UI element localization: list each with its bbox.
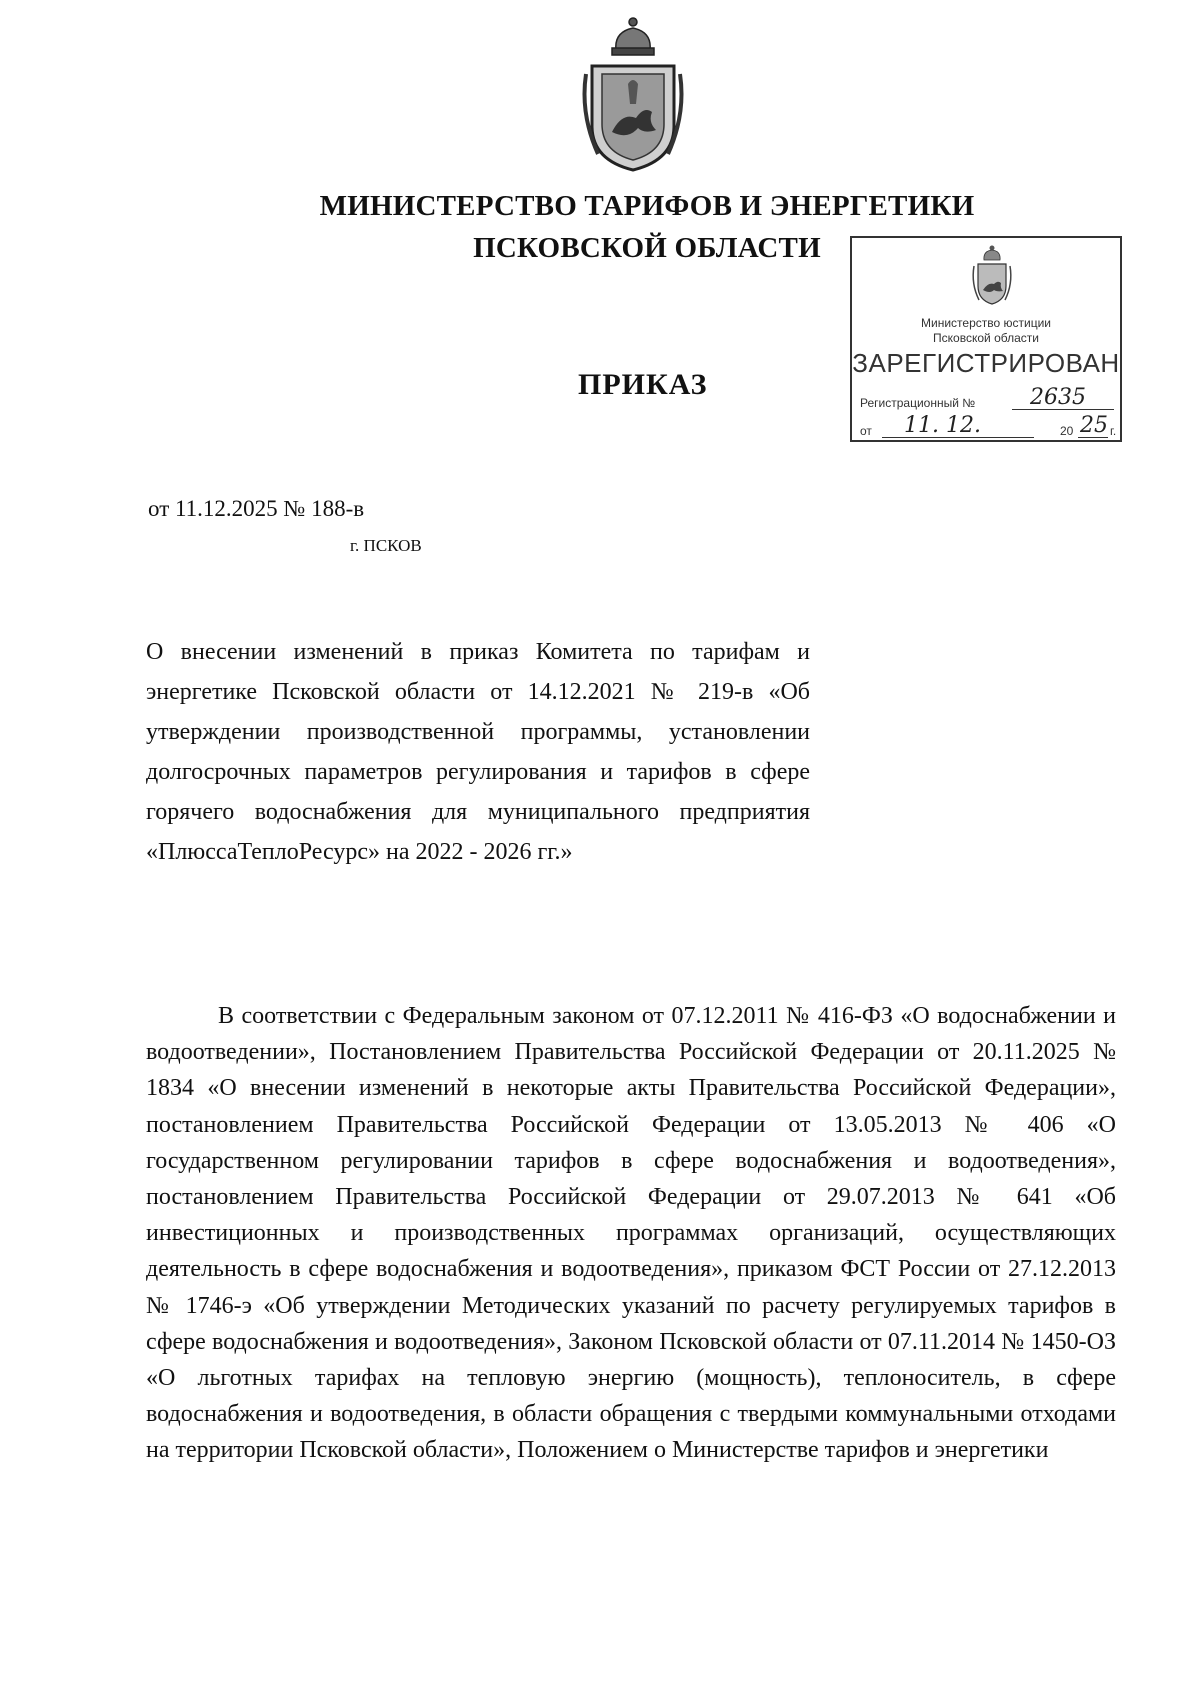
stamp-date-prefix: от: [860, 424, 872, 438]
stamp-reg-number: 2635: [1030, 385, 1086, 410]
stamp-org-line1: Министерство юстиции: [921, 316, 1051, 330]
stamp-year-value: 25: [1080, 413, 1108, 438]
ministry-name-line2: ПСКОВСКОЙ ОБЛАСТИ: [473, 232, 821, 264]
document-date-number: от 11.12.2025 № 188-в: [148, 496, 365, 521]
coat-of-arms-emblem: [578, 14, 688, 174]
stamp-date-row: [860, 413, 1118, 440]
document-type-title: ПРИКАЗ: [578, 368, 708, 401]
stamp-year-prefix: 20: [1060, 424, 1074, 438]
stamp-emblem-icon: [970, 244, 1014, 306]
document-city: г. ПСКОВ: [350, 536, 422, 555]
stamp-org-line2: Псковской области: [933, 331, 1039, 345]
stamp-status: ЗАРЕГИСТРИРОВАН: [852, 348, 1120, 378]
stamp-reg-number-label: Регистрационный №: [860, 396, 976, 410]
stamp-reg-number-row: [860, 385, 1118, 412]
stamp-year-suffix: г.: [1110, 424, 1117, 438]
document-body-paragraph: В соответствии с Федеральным законом от 07.12.2011 № 416-ФЗ «О водоснабжении и водоотведении», Постановлением Правительства Российской Федерации от 20.11.2025 № 1834 «О внесении изменений в некоторые акты Правительства Российской Федерации», постановлением Правительства Российской Федерации от 13.05.2013 № 406 «О государственном регулировании тарифов в сфере водоснабжения и водоотведения», постановлением Правительства Российской Федерации от 29.07.2013 № 641 «Об инвестиционных и производственных программах организаций, осуществляющих деятельность в сфере водоснабжения и водоотведения», приказом ФСТ России от 27.12.2013 № 1746-э «Об утверждении Методических указаний по расчету регулируемых тарифов в сфере водоснабжения и водоотведения», Законом Псковской области от 07.11.2014 № 1450-ОЗ «О льготных тарифах на тепловую энергию (мощность), теплоноситель, в сфере водоснабжения и водоотведения, в области обращения с твердыми коммунальными отходами на территории Псковской области», Положением о Министерстве тарифов и энергетики: [146, 1003, 1116, 1464]
ministry-name-line1: МИНИСТЕРСТВО ТАРИФОВ И ЭНЕРГЕТИКИ: [319, 190, 975, 222]
registration-stamp: [850, 236, 1122, 442]
document-subject: О внесении изменений в приказ Комитета по тарифам и энергетике Псковской области от 14.12.2021 № 219-в «Об утверждении производственной программы, установлении долгосрочных параметров регулирования и тарифов в сфере горячего водоснабжения для муниципального предприятия «ПлюссаТеплоРесурс» на 2022 - 2026 гг.»: [146, 639, 810, 865]
stamp-date-value: 11. 12.: [904, 413, 981, 438]
